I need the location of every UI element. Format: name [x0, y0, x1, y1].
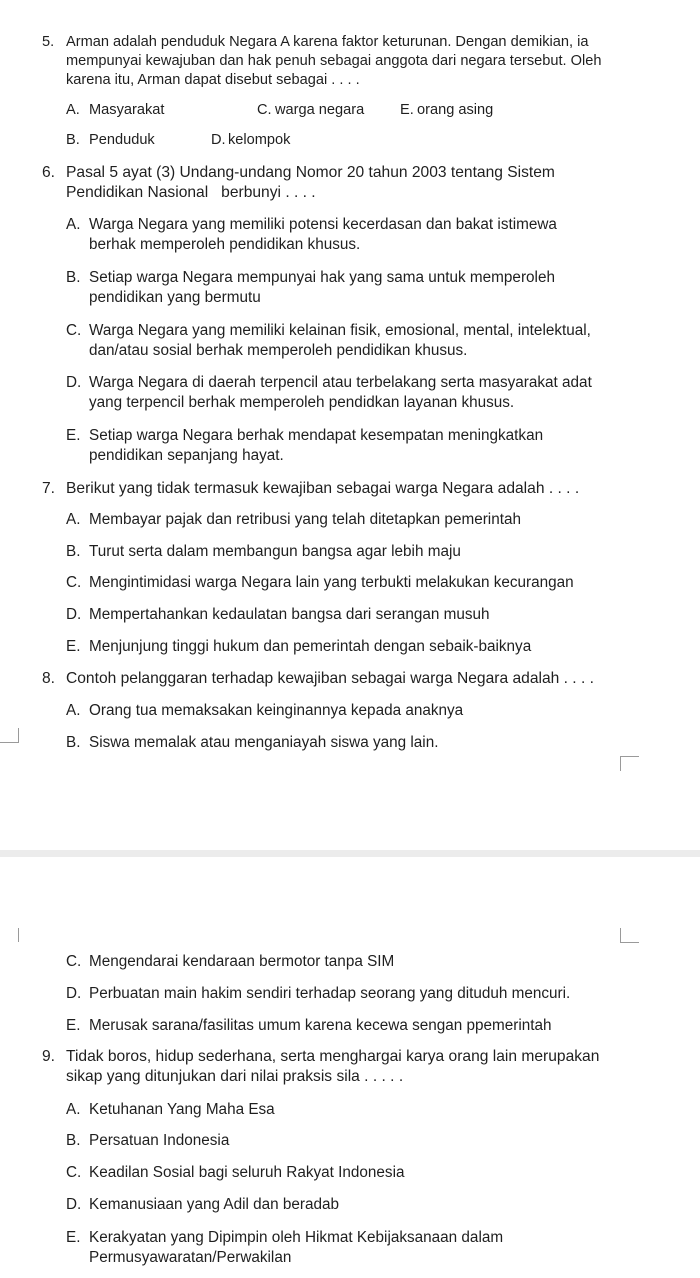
option-text: Siswa memalak atau menganiayah siswa yang lain. — [89, 734, 439, 751]
margin-corner-mark — [620, 756, 639, 771]
option-letter: D. — [66, 374, 82, 391]
option-letter: C. — [66, 322, 82, 339]
document-page-2 — [0, 857, 700, 1278]
option-letter: C. — [257, 102, 272, 118]
option-text-line: pendidikan yang bermutu — [89, 289, 261, 306]
margin-corner-mark — [0, 928, 19, 942]
option-letter: C. — [66, 574, 82, 591]
option-text-line: Setiap warga Negara berhak mendapat kesempatan meningkatkan — [89, 427, 544, 444]
question-text-line: Tidak boros, hidup sederhana, serta menghargai karya orang lain merupakan — [66, 1048, 600, 1065]
question-text-line: sikap yang ditunjukan dari nilai praksis sila . . . . . — [66, 1068, 404, 1085]
question-text: Contoh pelanggaran terhadap kewajiban sebagai warga Negara adalah . . . . — [66, 670, 594, 687]
margin-corner-mark — [620, 928, 639, 943]
option-text-line: dan/atau sosial berhak memperoleh pendidikan khusus. — [89, 342, 468, 359]
question-number: 8. — [42, 670, 56, 687]
option-letter: A. — [66, 1101, 81, 1118]
option-letter: D. — [66, 606, 82, 623]
option-text: Penduduk — [89, 132, 155, 148]
option-letter: D. — [66, 1196, 82, 1213]
question-number: 6. — [42, 164, 56, 181]
option-text-line: pendidikan sepanjang hayat. — [89, 447, 284, 464]
option-text: Merusak sarana/fasilitas umum karena kecewa sengan ppemerintah — [89, 1017, 552, 1034]
option-text-line: berhak memperoleh pendidikan khusus. — [89, 236, 361, 253]
question-text-line: Pendidikan Nasional berbunyi . . . . — [66, 184, 316, 201]
option-letter: E. — [66, 427, 81, 444]
option-text-line: Permusyawaratan/Perwakilan — [89, 1249, 292, 1266]
option-text-line: Setiap warga Negara mempunyai hak yang sama untuk memperoleh — [89, 269, 555, 286]
option-text: Orang tua memaksakan keinginannya kepada anaknya — [89, 702, 464, 719]
option-text-line: yang terpencil berhak memperoleh pendidkan layanan khusus. — [89, 394, 515, 411]
option-letter: A. — [66, 511, 81, 528]
option-letter: B. — [66, 1132, 81, 1149]
option-letter: C. — [66, 953, 82, 970]
option-letter: D. — [211, 132, 226, 148]
question-text-line: karena itu, Arman dapat disebut sebagai . . . . — [66, 72, 360, 88]
option-text: Persatuan Indonesia — [89, 1132, 230, 1149]
option-text: Keadilan Sosial bagi seluruh Rakyat Indonesia — [89, 1164, 405, 1181]
option-letter: A. — [66, 102, 80, 118]
question-text: Berikut yang tidak termasuk kewajiban sebagai warga Negara adalah . . . . — [66, 480, 580, 497]
option-letter: A. — [66, 216, 81, 233]
option-letter: E. — [66, 1229, 81, 1246]
option-letter: E. — [400, 102, 414, 118]
question-text-line: Pasal 5 ayat (3) Undang-undang Nomor 20 tahun 2003 tentang Sistem — [66, 164, 555, 181]
option-text: Kemanusiaan yang Adil dan beradab — [89, 1196, 340, 1213]
option-text-line: Kerakyatan yang Dipimpin oleh Hikmat Kebijaksanaan dalam — [89, 1229, 504, 1246]
option-letter: B. — [66, 269, 81, 286]
option-text: Mengintimidasi warga Negara lain yang terbukti melakukan kecurangan — [89, 574, 574, 591]
option-letter: A. — [66, 702, 81, 719]
question-number: 9. — [42, 1048, 56, 1065]
option-letter: B. — [66, 543, 81, 560]
question-number: 5. — [42, 34, 55, 50]
margin-corner-mark — [0, 728, 19, 743]
option-text: Menjunjung tinggi hukum dan pemerintah dengan sebaik-baiknya — [89, 638, 532, 655]
option-text-line: Warga Negara yang memiliki kelainan fisik, emosional, mental, intelektual, — [89, 322, 591, 339]
option-text: Mempertahankan kedaulatan bangsa dari serangan musuh — [89, 606, 490, 623]
option-text-line: Warga Negara di daerah terpencil atau terbelakang serta masyarakat adat — [89, 374, 592, 391]
question-number: 7. — [42, 480, 56, 497]
option-text: Turut serta dalam membangun bangsa agar lebih maju — [89, 543, 461, 560]
option-text: Perbuatan main hakim sendiri terhadap seorang yang dituduh mencuri. — [89, 985, 571, 1002]
question-text-line: Arman adalah penduduk Negara A karena faktor keturunan. Dengan demikian, ia — [66, 34, 589, 50]
question-text-line: mempunyai kewajuban dan hak penuh sebagai anggota dari negara tersebut. Oleh — [66, 53, 602, 69]
option-letter: B. — [66, 132, 80, 148]
option-text: Masyarakat — [89, 102, 165, 118]
option-text: Ketuhanan Yang Maha Esa — [89, 1101, 275, 1118]
option-text: kelompok — [228, 132, 291, 148]
option-text: orang asing — [417, 102, 494, 118]
option-letter: E. — [66, 638, 81, 655]
option-letter: D. — [66, 985, 82, 1002]
option-letter: E. — [66, 1017, 81, 1034]
option-text-line: Warga Negara yang memiliki potensi kecerdasan dan bakat istimewa — [89, 216, 557, 233]
option-text: Membayar pajak dan retribusi yang telah ditetapkan pemerintah — [89, 511, 521, 528]
page-break — [0, 850, 700, 857]
option-letter: C. — [66, 1164, 82, 1181]
option-text: Mengendarai kendaraan bermotor tanpa SIM — [89, 953, 395, 970]
option-letter: B. — [66, 734, 81, 751]
option-text: warga negara — [275, 102, 365, 118]
